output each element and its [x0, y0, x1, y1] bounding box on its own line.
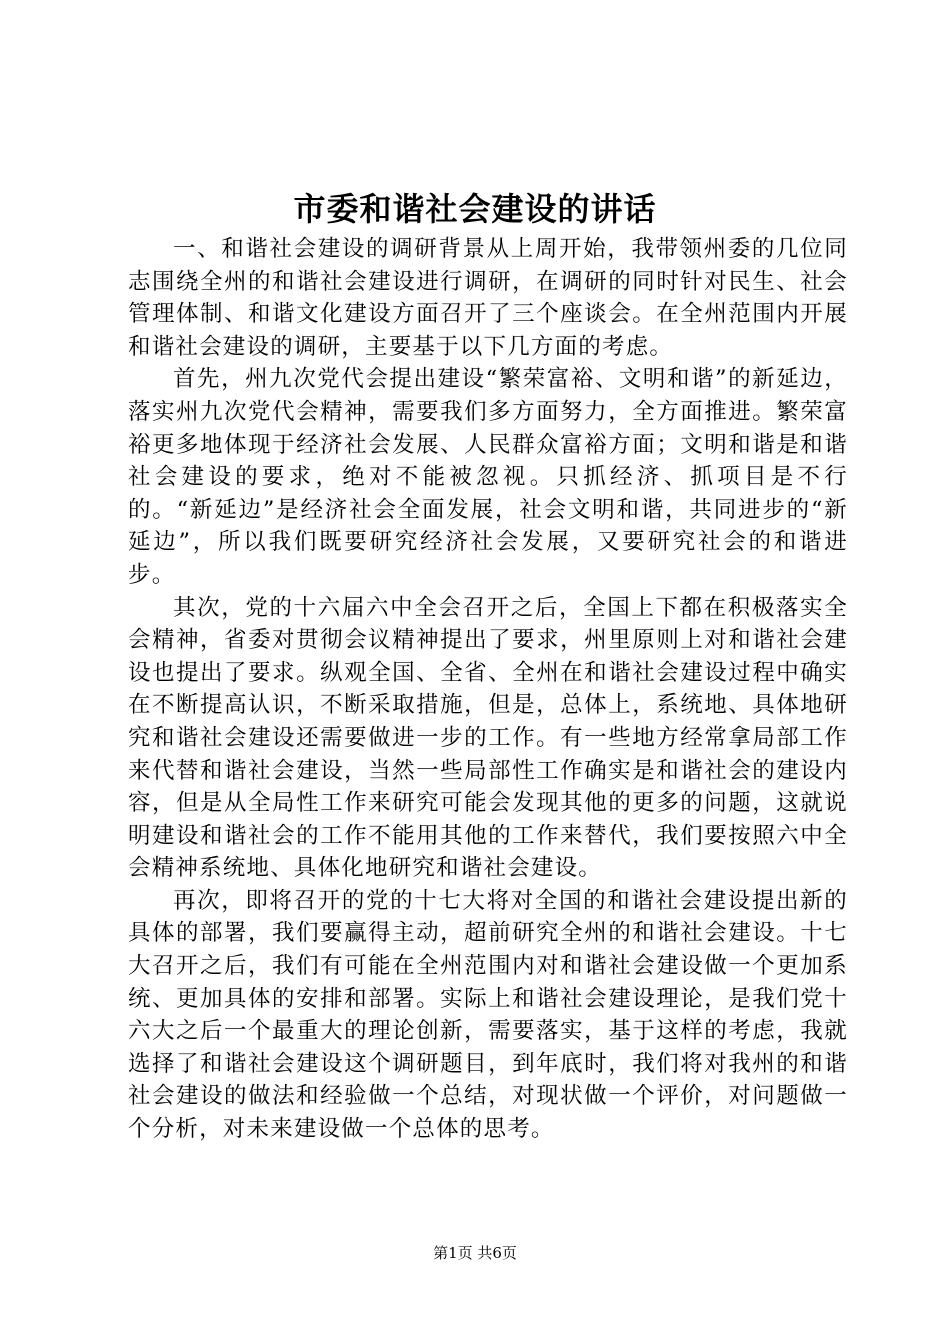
paragraph-3: 其次，党的十六届六中全会召开之后，全国上下都在积极落实全会精神，省委对贯彻会议精神提出了要求，州里原则上对和谐社会建设也提出了要求。纵观全国、全省、全州在和谐社会建设过程中确实在不断提高认识，不断采取措施，但是，总体上，系统地、具体地研究和谐社会建设还需要做进一步的工作。有一些地方经常拿局部工作来代替和谐社会建设，当然一些局部性工作确实是和谐社会的建设内容，但是从全局性工作来研究可能会发现其他的更多的问题，这就说明建设和谐社会的工作不能用其他的工作来替代，我们要按照六中全会精神系统地、具体化地研究和谐社会建设。: [128, 594, 848, 882]
document-title: 市委和谐社会建设的讲话: [293, 190, 657, 228]
paragraph-4: 再次，即将召开的党的十七大将对全国的和谐社会建设提出新的具体的部署，我们要赢得主动，超前研究全州的和谐社会建设。十七大召开之后，我们有可能在全州范围内对和谐社会建设做一个更加系统、更加具体的安排和部署。实际上和谐社会建设理论，是我们党十六大之后一个最重大的理论创新，需要落实，基于这样的考虑，我就选择了和谐社会建设这个调研题目，到年底时，我们将对我州的和谐社会建设的做法和经验做一个总结，对现状做一个评价，对问题做一个分析，对未来建设做一个总体的思考。: [128, 887, 848, 1143]
paragraph-1: 一、和谐社会建设的调研背景从上周开始，我带领州委的几位同志围绕全州的和谐社会建设进行调研，在调研的同时针对民生、社会管理体制、和谐文化建设方面召开了三个座谈会。在全州范围内开展和谐社会建设的调研，主要基于以下几方面的考虑。: [128, 236, 848, 360]
document-body: [128, 233, 848, 1146]
paragraph-2: 首先，州九次党代会提出建设“繁荣富裕、文明和谐”的新延边，落实州九次党代会精神，需要我们多方面努力，全方面推进。繁荣富裕更多地体现于经济社会发展、人民群众富裕方面；文明和谐是和谐社会建设的要求，绝对不能被忽视。只抓经济、抓项目是不行的。“新延边”是经济社会全面发展，社会文明和谐，共同进步的“新延边”，所以我们既要研究经济社会发展，又要研究社会的和谐进步。: [128, 366, 848, 588]
page-number-footer: 第1页 共6页: [433, 1244, 517, 1262]
